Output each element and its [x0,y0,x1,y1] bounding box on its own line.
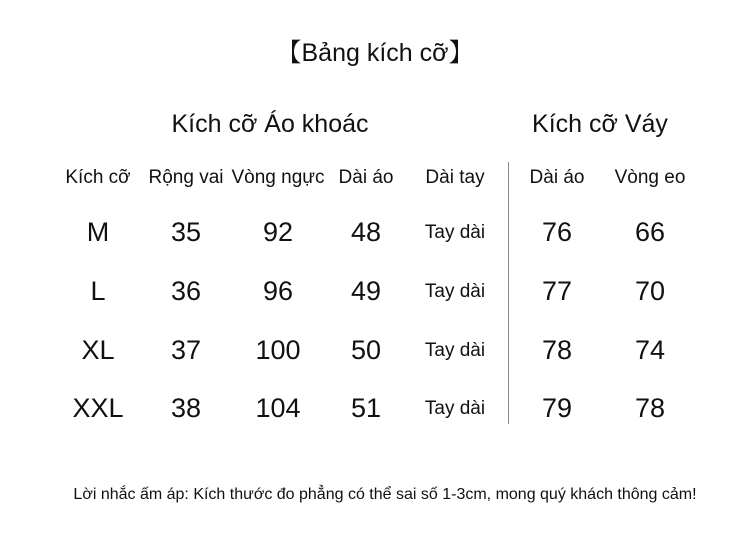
table-cell-waist: 70 [634,276,666,306]
header-size: Kích cỡ [65,167,131,188]
header-sleeve-length: Dài tay [425,167,485,188]
section-divider [508,162,509,424]
table-cell-dress-length: 76 [541,217,573,247]
table-cell-dress-length: 77 [541,276,573,306]
header-jacket-length: Dài áo [338,167,394,188]
table-cell-jacket-length: 49 [350,276,382,306]
header-waist: Vòng eo [614,167,686,188]
header-shoulder-width: Rộng vai [148,167,224,188]
table-cell-chest: 92 [262,217,294,247]
table-cell-shoulder: 36 [170,276,202,306]
table-cell-shoulder: 37 [170,335,202,365]
measurement-note: Lời nhắc ấm áp: Kích thước đo phẳng có thể sai số 1-3cm, mong quý khách thông cảm! [73,486,697,503]
header-dress-length: Dài áo [529,167,585,188]
table-row-size: L [90,276,106,306]
table-cell-sleeve: Tay dài [424,398,486,419]
table-cell-shoulder: 38 [170,393,202,423]
table-cell-jacket-length: 51 [350,393,382,423]
page-title: 【Bảng kích cỡ】 [276,39,474,67]
table-row-size: M [86,217,110,247]
table-row-size: XXL [72,393,124,423]
table-cell-chest: 104 [255,393,301,423]
table-cell-dress-length: 78 [541,335,573,365]
jacket-size-heading: Kích cỡ Áo khoác [171,110,369,138]
table-cell-waist: 78 [634,393,666,423]
dress-size-heading: Kích cỡ Váy [532,110,668,138]
table-cell-dress-length: 79 [541,393,573,423]
table-cell-sleeve: Tay dài [424,281,486,302]
header-chest: Vòng ngực [231,167,325,188]
table-cell-jacket-length: 48 [350,217,382,247]
table-cell-shoulder: 35 [170,217,202,247]
table-cell-waist: 74 [634,335,666,365]
table-row-size: XL [81,335,115,365]
table-cell-waist: 66 [634,217,666,247]
table-cell-sleeve: Tay dài [424,340,486,361]
table-cell-chest: 96 [262,276,294,306]
table-cell-jacket-length: 50 [350,335,382,365]
table-cell-chest: 100 [255,335,301,365]
table-cell-sleeve: Tay dài [424,222,486,243]
